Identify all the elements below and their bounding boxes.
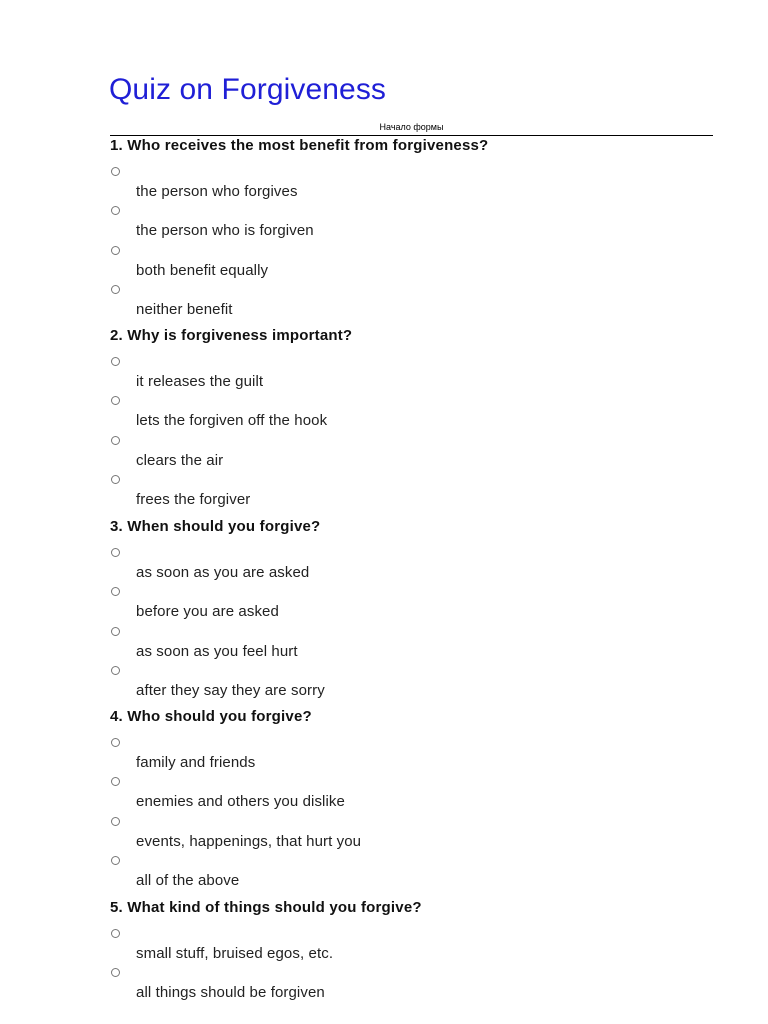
question-5-option-2-radio[interactable] xyxy=(111,968,120,977)
question-4-option-3-radio[interactable] xyxy=(111,817,120,826)
question-4-option-2-label[interactable]: enemies and others you dislike xyxy=(136,793,345,810)
question-1-option-2-label[interactable]: the person who is forgiven xyxy=(136,222,314,239)
question-4-text: 4. Who should you forgive? xyxy=(110,708,312,725)
question-1-option-4-radio[interactable] xyxy=(111,285,120,294)
question-5-option-1-label[interactable]: small stuff, bruised egos, etc. xyxy=(136,945,334,962)
form-start-label: Начало формы xyxy=(379,122,444,132)
question-2-option-1-label[interactable]: it releases the guilt xyxy=(136,373,264,390)
question-2-option-4-label[interactable]: frees the forgiver xyxy=(136,491,251,508)
question-2-option-1-radio[interactable] xyxy=(111,357,120,366)
question-5-text: 5. What kind of things should you forgive? xyxy=(110,899,422,916)
question-1-option-3-radio[interactable] xyxy=(111,246,120,255)
question-2-option-2-label[interactable]: lets the forgiven off the hook xyxy=(136,412,328,429)
question-4-option-1-label[interactable]: family and friends xyxy=(136,754,256,771)
question-2-option-3-label[interactable]: clears the air xyxy=(136,452,224,469)
question-5-option-1-radio[interactable] xyxy=(111,929,120,938)
question-2-option-4-radio[interactable] xyxy=(111,475,120,484)
question-4-option-1-radio[interactable] xyxy=(111,738,120,747)
question-1-text: 1. Who receives the most benefit from forgiveness? xyxy=(110,137,489,154)
question-2-text: 2. Why is forgiveness important? xyxy=(110,327,353,344)
question-4-option-4-label[interactable]: all of the above xyxy=(136,872,240,889)
question-1-option-1-radio[interactable] xyxy=(111,167,120,176)
question-4-option-4-radio[interactable] xyxy=(111,856,120,865)
question-5-option-2-label[interactable]: all things should be forgiven xyxy=(136,984,325,1001)
question-1-option-1-label[interactable]: the person who forgives xyxy=(136,183,298,200)
question-1-option-3-label[interactable]: both benefit equally xyxy=(136,262,269,279)
question-2-option-2-radio[interactable] xyxy=(111,396,120,405)
question-4-option-3-label[interactable]: events, happenings, that hurt you xyxy=(136,833,362,850)
question-4-option-2-radio[interactable] xyxy=(111,777,120,786)
question-3-option-2-radio[interactable] xyxy=(111,587,120,596)
page-title: Quiz on Forgiveness xyxy=(109,73,387,106)
question-3-option-2-label[interactable]: before you are asked xyxy=(136,603,279,620)
question-1-option-4-label[interactable]: neither benefit xyxy=(136,301,233,318)
question-3-text: 3. When should you forgive? xyxy=(110,518,321,535)
question-3-option-1-radio[interactable] xyxy=(111,548,120,557)
question-3-option-3-radio[interactable] xyxy=(111,627,120,636)
question-3-option-3-label[interactable]: as soon as you feel hurt xyxy=(136,643,298,660)
question-3-option-4-label[interactable]: after they say they are sorry xyxy=(136,682,325,699)
question-3-option-1-label[interactable]: as soon as you are asked xyxy=(136,564,310,581)
question-3-option-4-radio[interactable] xyxy=(111,666,120,675)
question-2-option-3-radio[interactable] xyxy=(111,436,120,445)
question-1-option-2-radio[interactable] xyxy=(111,206,120,215)
